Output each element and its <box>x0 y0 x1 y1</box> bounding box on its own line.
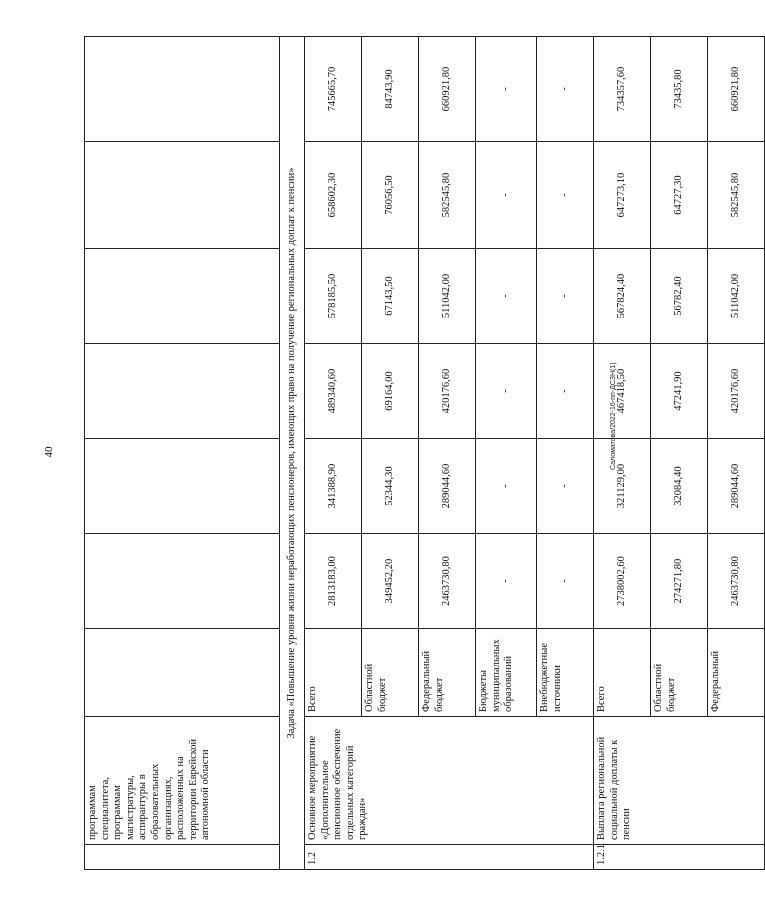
value-cell: 660921,80 <box>708 37 765 142</box>
value-cell: 2738002,60 <box>594 534 651 629</box>
row-number: 1.2 <box>305 845 594 870</box>
table-row <box>594 37 651 870</box>
cell-empty <box>85 249 280 344</box>
value-cell: 420176,60 <box>708 344 765 439</box>
value-cell: 64727,30 <box>651 142 708 249</box>
value-cell: - <box>476 344 537 439</box>
value-cell: 341388,90 <box>305 439 362 534</box>
funding-source: Федеральный бюджет <box>419 629 476 717</box>
value-cell: 47241,90 <box>651 344 708 439</box>
task-row <box>280 37 305 870</box>
cell-empty <box>85 37 280 142</box>
value-cell: 76056,50 <box>362 142 419 249</box>
value-cell: 69164,00 <box>362 344 419 439</box>
value-cell: 567824,40 <box>594 249 651 344</box>
cell-empty <box>85 845 280 870</box>
funding-source: Областной бюджет <box>651 629 708 717</box>
table-row <box>305 37 362 870</box>
program-row <box>85 37 280 870</box>
value-cell: - <box>476 534 537 629</box>
funding-source: Областной бюджет <box>362 629 419 717</box>
value-cell: 2463730,80 <box>419 534 476 629</box>
activity-name: Выплата региональной социальной доплаты к пенсии <box>594 717 765 845</box>
value-cell: 420176,60 <box>419 344 476 439</box>
task-heading: Задача «Повышение уровня жизни неработающих пенсионеров, имеющих право на получение региональных доплат к пенсии» <box>280 37 305 870</box>
cell-empty <box>85 534 280 629</box>
value-cell: - <box>537 249 594 344</box>
funding-source: Федеральный <box>708 629 765 717</box>
value-cell: - <box>537 344 594 439</box>
value-cell: 321129,00 <box>594 439 651 534</box>
value-cell: 56782,40 <box>651 249 708 344</box>
cell-empty <box>85 629 280 717</box>
program-text: программам специалитета, программам магистратуры, аспирантуры в образовательных организациях, расположенных на территории Еврейской автономной области <box>85 717 280 845</box>
funding-source: Всего <box>305 629 362 717</box>
value-cell: 32084,40 <box>651 439 708 534</box>
budget-table <box>84 36 765 870</box>
funding-source: Внебюджетные источники <box>537 629 594 717</box>
value-cell: 511042,00 <box>708 249 765 344</box>
value-cell: - <box>476 142 537 249</box>
value-cell: 467418,50 <box>594 344 651 439</box>
value-cell: 2463730,80 <box>708 534 765 629</box>
value-cell: 582545,80 <box>419 142 476 249</box>
value-cell: 660921,80 <box>419 37 476 142</box>
value-cell: 67143,50 <box>362 249 419 344</box>
value-cell: - <box>476 37 537 142</box>
page-number: 40 <box>43 446 55 458</box>
value-cell: 578185,50 <box>305 249 362 344</box>
cell-empty <box>85 142 280 249</box>
value-cell: 73435,80 <box>651 37 708 142</box>
value-cell: 289044,60 <box>419 439 476 534</box>
value-cell: 582545,80 <box>708 142 765 249</box>
value-cell: - <box>476 439 537 534</box>
value-cell: 658602,30 <box>305 142 362 249</box>
value-cell: - <box>537 142 594 249</box>
activity-name: Основное мероприятие «Дополнительное пенсионное обеспечение отдельных категорий граждан» <box>305 717 594 845</box>
value-cell: 734357,60 <box>594 37 651 142</box>
footer-code: Саломатова/2022-16-пп-ДСЗН(1) <box>610 362 617 470</box>
value-cell: 511042,00 <box>419 249 476 344</box>
value-cell: - <box>537 534 594 629</box>
value-cell: 84743,90 <box>362 37 419 142</box>
value-cell: 745665,70 <box>305 37 362 142</box>
value-cell: 52344,30 <box>362 439 419 534</box>
cell-empty <box>85 439 280 534</box>
funding-source: Всего <box>594 629 651 717</box>
value-cell: 349452,20 <box>362 534 419 629</box>
value-cell: 647273,10 <box>594 142 651 249</box>
value-cell: 489340,60 <box>305 344 362 439</box>
value-cell: 289044,60 <box>708 439 765 534</box>
value-cell: - <box>476 249 537 344</box>
row-number: 1.2.1 <box>594 845 765 870</box>
value-cell: 274271,80 <box>651 534 708 629</box>
value-cell: - <box>537 37 594 142</box>
cell-empty <box>85 344 280 439</box>
funding-source: Бюджеты муниципальных образований <box>476 629 537 717</box>
value-cell: - <box>537 439 594 534</box>
value-cell: 2813183,00 <box>305 534 362 629</box>
